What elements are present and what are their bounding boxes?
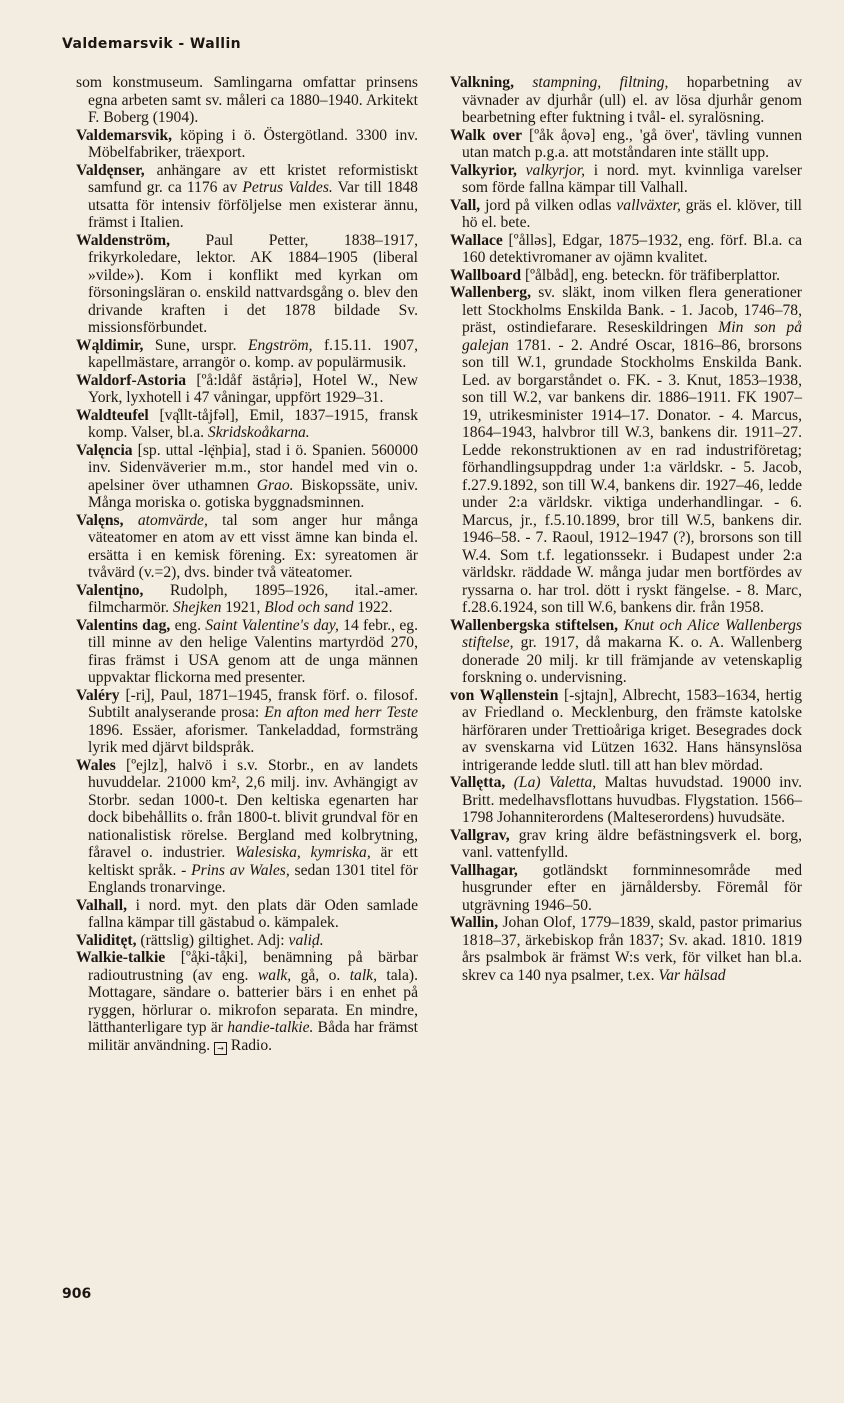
entry: [450, 617, 802, 687]
entry-text: [517, 162, 526, 179]
entry-italic: handie-talkie.: [227, 1019, 314, 1036]
entry: [450, 127, 802, 162]
entry-text: grav kring äldre befästningsverk el. borg, vanl. vattenfylld.: [462, 826, 802, 861]
entry: [450, 267, 802, 285]
entry-text: [ºålbåd], eng. beteckn. för träfiberplattor.: [521, 266, 781, 284]
entry-text: [ºåk å̦ovə] eng., 'gå över', tävling vunnen utan match p.g.a. att motståndaren inte ställt upp.: [462, 126, 802, 161]
entry-italic: Petrus Valdes.: [242, 179, 333, 196]
entry-italic: Skridskoåkarna.: [207, 424, 310, 441]
entry-text: i nord. myt. den plats där Oden samlade fallna kämpar till gästabud o. kämpalek.: [88, 896, 418, 931]
entry: [450, 284, 802, 617]
entry-text: sedan 1301 titel för Englands tronarvinge.: [88, 861, 418, 896]
entry-italic: walk,: [257, 966, 292, 984]
entry-headword: Vallgrav,: [450, 826, 510, 844]
entry-text: i nord. myt. kvinnliga varelser som förde fallna kämpar till Valhall.: [462, 161, 802, 196]
entry-headword: von Wąllenstein: [450, 686, 559, 704]
entry-headword: Wallenbergska stiftelsen,: [450, 616, 619, 634]
entry-text: Sune, urspr.: [143, 336, 248, 354]
entry-headword: Validitęt,: [76, 931, 137, 949]
entry: [76, 617, 418, 687]
entry-headword: Valdemarsvik,: [76, 126, 173, 144]
entry-text: som konstmuseum. Samlingarna omfattar prinsens egna arbeten samt sv. måleri ca 1880–1940. Arkitekt F. Boberg (1904).: [76, 74, 418, 126]
entry-italic: Prins av Wales,: [191, 861, 290, 879]
entry: [450, 162, 802, 197]
entry-italic: Walesiska, kymriska,: [235, 844, 371, 861]
entry: [76, 74, 418, 127]
entry-text: [514, 74, 532, 91]
entry: [76, 407, 418, 442]
entry-headword: Wąldimir,: [76, 336, 144, 354]
entry-headword: Valentins dag,: [76, 616, 171, 634]
entry-text: [505, 774, 513, 791]
entry-headword: Valhall,: [76, 896, 127, 914]
entry-headword: Wallace: [450, 231, 503, 249]
entry-text: tal som anger hur många väteatomer en atom av ett visst ämne kan binda el. ersätta i en kemisk förening. Ex: syreatomen är tvåvärd (v.=2), dvs. binder två väteatomer.: [88, 511, 418, 581]
entry: [450, 914, 802, 984]
entry-italic: stampning, filtning,: [532, 74, 669, 91]
entry: [76, 442, 418, 512]
entry-headword: Valdęnser,: [76, 161, 145, 179]
entry-text: [ºejlz], halvö i s.v. Storbr., en av landets huvuddelar. 21000 km², 2,6 milj. inv. Avhängigt av Storbr. sedan 1000-t. Den keltiska egenarten har dock bibehållits o. från 1800-t. blivit grundval för en nationalistisk rörelse. Bergland med kolbrytning, fåravel o. industrier.: [88, 756, 418, 861]
entry-text: [124, 512, 138, 529]
entry-text: köping i ö. Östergötland. 3300 inv. Möbelfabriker, träexport.: [88, 126, 418, 161]
entry-italic: atomvärde,: [137, 511, 208, 529]
entry-headword: Vall,: [450, 196, 481, 214]
entry-text: [ºå̦ki-tå̦ki], benämning på bärbar radioutrustning (av eng.: [88, 949, 418, 984]
entry-headword: Wallboard: [450, 266, 522, 284]
entry-text: anhängare av ett kristet reformistiskt samfund gr. ca 1176 av: [88, 161, 418, 196]
entry-italic: vali̦d.: [288, 931, 324, 949]
entry-italic: Min son på galejan: [462, 319, 802, 354]
entry-text: Var till 1848 utsatta för intensiv förföljelse men existerar ännu, främst i Italien.: [88, 179, 418, 231]
entry: [76, 372, 418, 407]
entry-italic: Knut och Alice Wallenbergs stiftelse,: [462, 616, 802, 651]
entry: [450, 862, 802, 915]
entry-italic: Engström,: [247, 336, 313, 354]
entry: [76, 162, 418, 232]
entry: [76, 127, 418, 162]
entry: [76, 949, 418, 1055]
entry-text: 1921,: [221, 599, 265, 616]
entry-headword: Vallhagar,: [450, 861, 518, 879]
entry-headword: Valentįno,: [76, 581, 144, 599]
entry-headword: Waldenström,: [76, 231, 170, 249]
entry-text: tala). Mottagare, sändare o. batterier bärs i en enhet på ryggen, hörlurar o. mikrofon separata. En mindre, lätthanterligare typ är: [88, 966, 418, 1036]
entry-headword: Wales: [76, 756, 116, 774]
entry-italic: Blod och sand: [264, 599, 354, 616]
entry-text: 14 febr., eg. till minne av den helige Valentins martyrdöd 270, firas främst i USA genom att de unga männen uppvaktar flickorna med presenter.: [88, 616, 418, 686]
entry-headword: Valkning,: [450, 74, 515, 91]
entry-text: 1781. - 2. André Oscar, 1816–86, brorsons son till W.1, grundade Stockholms Enskilda Bank. Led. av borgarståndet o. FK. - 3. Knut, 1853–1938, son till W.2, var bankens dir. 1886–1911. FK 1907–19, utrikesminister 1914–17. Donator. - 4. Marcus, 1864–1943, halvbror till W.3, bankens dir. 1911–27. Ledde rekonstruktionen av en rad industriföretag; förhandlingsuppdrag under 1:a världskr. - 5. Jacob, f.27.9.1892, son till W.4, bankens dir. 1927–46, ledde under 2:a världskr. viktiga underhandlingar. - 6. Marcus, jr., f.5.10.1899, bror till W.5, bankens dir. 1946–58. - 7. Raoul, 1912–1947 (?), brorsons son till W.4. Som t.f. legationssekr. i Budapest under 2:a världskr. räddade W. många judar men bortfördes av ryssarna o. har trol. dött i ryskt fängelse. - 8. Marc, f.28.6.1924, son till W.6, bankens dir. från 1958.: [462, 336, 802, 616]
entry-text: Biskopssäte, univ. Många moriska o. gotiska byggnadsminnen.: [88, 476, 418, 511]
entry-italic: Saint Valentine's day,: [205, 616, 339, 634]
entry: [76, 757, 418, 897]
entry-text: Båda har främst militär användning.: [88, 1019, 418, 1054]
page-number: 906: [62, 1286, 92, 1302]
entry: [450, 774, 802, 827]
entry-italic: En afton med herr Teste: [264, 704, 418, 721]
entry: [450, 827, 802, 862]
entry-text: hoparbetning av vävnader av djurhår (ull) el. av lösa djurhår genom bearbetning efter fuktning i tvål- el. syralösning.: [462, 74, 803, 126]
entry-text: [ºålləs], Edgar, 1875–1932, eng. förf. Bl.a. ca 160 detektivromaner av ojämn kvalitet.: [462, 231, 802, 266]
entry-text: f.15.11. 1907, kapellmästare, arrangör o. komp. av populärmusik.: [88, 336, 418, 371]
entry-italic: valkyrjor,: [525, 161, 585, 179]
entry-headword: Valkyrior,: [450, 161, 517, 179]
entry-text: sv. släkt, inom vilken flera generationer lett Stockholms Enskilda Bank. - 1. Jacob, 1746–78, präst, ostindiefarare. Reseskildringen: [462, 284, 802, 336]
entry-text: 1922.: [353, 599, 393, 616]
entry-text: [ºå:ldåf ästå̦riə], Hotel W., New York, lyxhotell i 47 våningar, uppfört 1929–31.: [88, 371, 418, 406]
left-column: [76, 74, 418, 1055]
entry-italic: vallväxter,: [616, 196, 681, 214]
entry-headword: Valęncia: [76, 441, 133, 459]
entry-text: gr. 1917, då makarna K. o. A. Wallenberg donerade 20 milj. kr till främjande av vetenskaplig forskning o. undervisning.: [462, 634, 802, 686]
entry-headword: Wallin,: [450, 914, 499, 931]
entry: [450, 74, 802, 127]
entry-headword: Waldteufel: [76, 406, 149, 424]
entry: [76, 337, 418, 372]
entry-text: Maltas huvudstad. 19000 inv. Britt. medelhavsflottans huvudbas. Flygstation. 1566–1798 Johanniterordens (Malteserordens) huvudsäte.: [462, 774, 802, 826]
entry: [450, 197, 802, 232]
entry-text: [-ri̦], Paul, 1871–1945, fransk förf. o. filosof. Subtilt analyserande prosa:: [88, 686, 418, 721]
entry: [76, 687, 418, 757]
running-head: Valdemarsvik - Wallin: [62, 36, 242, 52]
entry: [450, 232, 802, 267]
entry-text: gå, o.: [291, 966, 350, 984]
entry-text: 1896. Essäer, aforismer. Tankeladdad, formsträng lyrik med djärvt bildspråk.: [88, 721, 418, 756]
entry-headword: Valéry: [76, 686, 120, 704]
entry-text: (rättslig) giltighet. Adj:: [136, 931, 289, 949]
entry-italic: Shejken: [172, 599, 222, 616]
cross-reference: Radio.: [227, 1036, 273, 1054]
entry-headword: Vallętta,: [450, 774, 506, 791]
entry-text: Rudolph, 1895–1926, ital.-amer. filmcharmör.: [88, 581, 418, 616]
right-column: [450, 74, 802, 984]
entry: [76, 897, 418, 932]
entry: [76, 932, 418, 950]
entry-text: [sp. uttal -lę̈nþia], stad i ö. Spanien. 560000 inv. Sidenväverier m.m., stor handel med vin o. apelsiner över uthamnen: [88, 441, 418, 494]
cross-reference-icon: →: [214, 1042, 227, 1055]
entry-headword: Waldorf-Astoria: [76, 371, 187, 389]
entry-text: är ett keltiskt språk. -: [88, 844, 418, 879]
entry-text: [-sjtajn], Albrecht, 1583–1634, hertig av Friedland o. Mecklenburg, den främste katolske härföraren under Trettioåriga kriget. Besegrades dock av svenskarna vid Lützen 1632. Hans hänsynslösa intrigerande ledde slutl. till att han blev mördad.: [462, 686, 802, 774]
entry-italic: talk,: [349, 966, 377, 984]
entry-italic: Grao.: [256, 476, 294, 494]
entry-text: Paul Petter, 1838–1917, frikyrkoledare, lektor. AK 1884–1905 (liberal »vilde»). Kom i konflikt med kyrkan om försoningsläran o. enskild nattvardsgång o. blev den drivande kraften i det 1878 bildade Sv. missionsförbundet.: [88, 231, 418, 336]
entry-headword: Walk over: [450, 126, 522, 144]
entry: [76, 582, 418, 617]
entry-headword: Walkie-talkie: [76, 949, 166, 966]
entry-headword: Wallenberg,: [450, 284, 531, 301]
entry-text: gräs el. klöver, till hö el. bete.: [462, 196, 802, 231]
entry-text: gotländskt fornminnesområde med husgrunder efter en järnåldersby. Föremål för utgrävning 1946–50.: [462, 861, 802, 914]
entry-headword: Valęns,: [76, 511, 124, 529]
entry-italic: (La) Valetta,: [513, 774, 597, 791]
entry: [76, 512, 418, 582]
entry-text: Johan Olof, 1779–1839, skald, pastor primarius 1818–37, ärkebiskop från 1837; Sv. akad. 1810. 1819 års psalmbok är främst W:s verk, för vilket han bl.a. skrev ca 140 nya psalmer, t.ex.: [462, 914, 802, 984]
entry-text: eng.: [170, 616, 206, 634]
entry-text: jord på vilken odlas: [480, 196, 617, 214]
entry: [450, 687, 802, 775]
entry-text: [vą̊llt-tåjfəl], Emil, 1837–1915, fransk komp. Valser, bl.a.: [88, 406, 418, 441]
entry: [76, 232, 418, 337]
entry-italic: Var hälsad: [658, 966, 726, 984]
